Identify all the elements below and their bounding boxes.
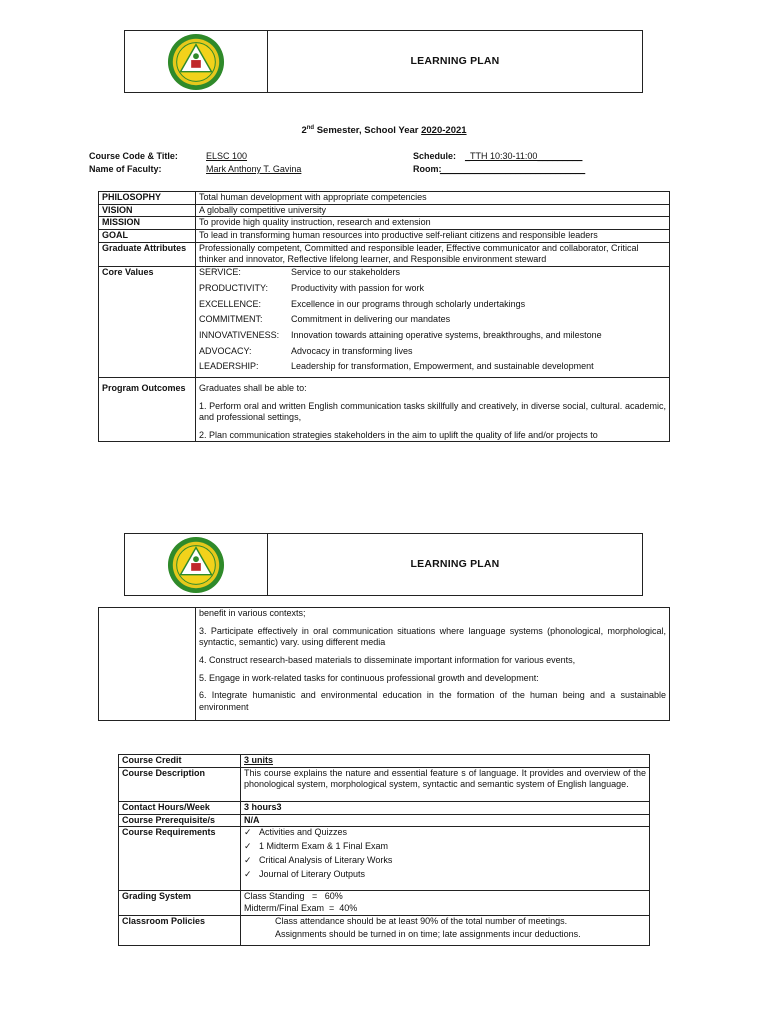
list-item: ADVOCACY: Advocacy in transforming lives [199,345,413,356]
list-item: 6. Integrate humanistic and environmental education in the formation of the human being and a sustainable environment [199,690,666,713]
page-header-2 [124,533,643,596]
list-item: 4. Construct research-based materials to disseminate important information for various events, [199,655,576,666]
check-icon: ✓ [244,868,252,879]
schedule-value: _TTH 10:30-11:00_________ [465,151,583,161]
philosophy-label: PHILOSOPHY [99,192,196,205]
program-outcomes-continued [196,608,670,721]
course-description-label: Course Description [119,767,241,801]
university-seal-logo [167,33,225,91]
table-row [119,915,650,945]
contact-hours-value: 3 hours3 [241,802,650,815]
list-item: ✓ Critical Analysis of Literary Works [244,854,393,865]
course-code-value: ELSC 100 [206,151,248,161]
requirements-label: Course Requirements [119,827,241,891]
document-title: LEARNING PLAN [410,557,500,570]
goal-label: GOAL [99,230,196,243]
classroom-policies-value [241,915,650,945]
grading-system-value [241,891,650,915]
table-row [119,814,650,827]
check-icon: ✓ [244,841,252,852]
table-row [119,755,650,768]
course-details-table [118,754,650,946]
room-value: _____________________________ [440,164,586,174]
page-header [124,30,643,93]
semester-ordinal: 2 [301,125,307,137]
course-code-label: Course Code & Title: [89,151,178,161]
table-row [99,192,670,205]
list-item: LEADERSHIP: Leadership for transformation, Empowerment, and sustainable development [199,361,594,372]
list-item: Class Standing = 60% [244,891,343,902]
program-outcomes-label: Program Outcomes [99,377,196,441]
list-item: ✓ Journal of Literary Outputs [244,868,366,879]
list-item: ✓ 1 Midterm Exam & 1 Final Exam [244,841,389,852]
requirements-list [241,827,650,891]
empty-label-cell [99,608,196,721]
table-row [99,377,670,441]
table-row [99,217,670,230]
list-item: 2. Plan communication strategies stakeholders in the aim to uplift the quality of life and/or projects to [199,430,598,440]
program-outcomes-continued-table [98,607,670,721]
school-year: 2020-2021 [421,125,467,137]
mission-value: To provide high quality instruction, research and extension [196,217,670,230]
list-item: COMMITMENT: Commitment in delivering our mandates [199,314,451,325]
course-credit-value: 3 units [241,755,650,768]
contact-hours-label: Contact Hours/Week [119,802,241,815]
list-item: ✓ Activities and Quizzes [244,827,348,838]
semester-ordinal-suffix: nd [306,125,315,131]
table-row [119,802,650,815]
room-label: Room: [413,164,442,174]
list-item: benefit in various contexts; [199,608,306,618]
vision-value: A globally competitive university [196,204,670,217]
goal-value: To lead in transforming human resources into productive self-reliant citizens and responsible leaders [196,230,670,243]
philosophy-value: Total human development with appropriate competencies [196,192,670,205]
table-row [99,608,670,721]
list-item: EXCELLENCE: Excellence in our programs through scholarly undertakings [199,298,526,309]
check-icon: ✓ [244,854,252,865]
faculty-label: Name of Faculty: [89,164,162,174]
table-row [99,204,670,217]
list-item: PRODUCTIVITY: Productivity with passion for work [199,282,425,293]
table-row [99,230,670,243]
prerequisite-value: N/A [241,814,650,827]
list-item: SERVICE: Service to our stakeholders [199,267,401,278]
list-item: Class attendance should be at least 90% of the total number of meetings. [275,915,568,926]
schedule-label: Schedule: [413,151,457,161]
logo-cell [125,31,268,92]
table-row [99,267,670,378]
table-row [119,891,650,915]
list-item: Assignments should be turned in on time; late assignments incur deductions. [275,929,581,940]
program-outcomes-intro: Graduates shall be able to: [199,382,307,393]
core-values-list [196,267,670,378]
classroom-policies-label: Classroom Policies [119,915,241,945]
logo-cell [125,534,268,595]
graduate-attributes-value: Professionally competent, Committed and responsible leader, Effective communicator and collaborator, Critical thinker and innovator, Reflective lifelong learner, and Responsible environment steward [196,242,670,266]
list-item: 5. Engage in work-related tasks for continuous professional growth and development: [199,672,539,683]
university-seal-logo [167,536,225,594]
course-info [89,151,689,177]
check-icon: ✓ [244,827,252,838]
table-row [99,242,670,266]
prerequisite-label: Course Prerequisite/s [119,814,241,827]
semester-line [0,125,768,138]
faculty-value: Mark Anthony T. Gavina [206,164,302,174]
program-outcomes-list [196,377,670,441]
course-description-value: This course explains the nature and essential feature s of language. It provides and overview of the phonological system, morphological system, syntactic and semantic system of English language. [241,767,650,801]
document-title: LEARNING PLAN [410,54,500,67]
table-row [119,767,650,801]
list-item: 1. Perform oral and written English communication tasks skillfully and creatively, in diverse social, cultural. academic, and professional settings, [199,400,666,423]
core-values-label: Core Values [99,267,196,378]
list-item: Midterm/Final Exam = 40% [244,902,358,913]
mission-label: MISSION [99,217,196,230]
course-credit-label: Course Credit [119,755,241,768]
grading-system-label: Grading System [119,891,241,915]
table-row [119,827,650,891]
list-item: INNOVATIVENESS: Innovation towards attaining operative systems, breakthroughs, and milestone [199,329,602,340]
semester-text: Semester, School Year [314,125,422,137]
list-item: 3. Participate effectively in oral communication situations where language systems (phonological, morphological, syntactic, semantic) vary. using different media [199,625,666,648]
graduate-attributes-label: Graduate Attributes [99,242,196,266]
vmg-table [98,191,670,442]
vision-label: VISION [99,204,196,217]
